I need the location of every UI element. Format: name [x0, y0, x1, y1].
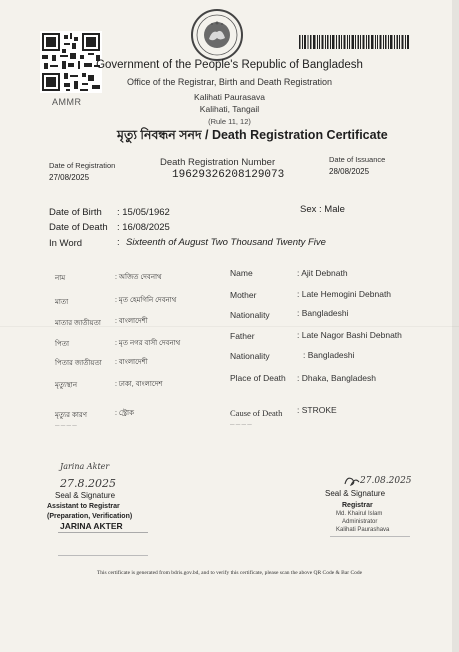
verification-footer: This certificate is generated from bdris.gov.bd, and to verify this certificate, please scan the above QR Code & Bar Code	[96, 570, 363, 576]
icd-code-placeholder: — — — —	[55, 423, 77, 428]
registration-number-label: Death Registration Number	[160, 157, 276, 168]
detail-en-value: : Dhaka, Bangladesh	[297, 373, 376, 383]
in-word-colon: :	[117, 237, 120, 248]
detail-bn-value: : অজিত দেবনাথ	[115, 274, 162, 281]
detail-en-value: : Late Nagor Bashi Debnath	[297, 330, 402, 340]
detail-bn-value: : স্ট্রোক	[115, 410, 134, 417]
dod-value: : 16/08/2025	[117, 222, 170, 233]
detail-bn-value: : ঢাকা, বাংলাদেশ	[115, 381, 163, 388]
detail-en-label: Place of Death	[230, 373, 286, 383]
assistant-signature: Jarina Akter	[60, 462, 110, 471]
office-heading: Office of the Registrar, Birth and Death Registration	[127, 77, 332, 87]
assistant-title: Assistant to Registrar	[47, 503, 120, 510]
detail-bn-label: পিতা	[55, 341, 70, 348]
government-heading: Government of the People's Republic of Bangladesh	[96, 59, 363, 71]
registration-number-value: 19629326208129073	[172, 169, 285, 181]
dod-label: Date of Death	[49, 222, 108, 233]
detail-en-label: Mother	[230, 290, 257, 300]
detail-en-value: : Bangladeshi	[297, 308, 349, 318]
registration-date-label: Date of Registration	[49, 161, 116, 170]
page-edge-shadow	[452, 0, 459, 652]
detail-en-value: : Ajit Debnath	[297, 268, 348, 278]
detail-bn-label: মৃত্যুর কারণ	[55, 412, 87, 419]
assistant-signature-date: 27.8.2025	[60, 477, 116, 490]
detail-en-label: Cause of Death	[230, 408, 283, 418]
detail-en-value: : Late Hemogini Debnath	[297, 289, 392, 299]
detail-en-value: : Bangladeshi	[303, 350, 355, 360]
detail-bn-value: : বাংলাদেশী	[115, 359, 148, 366]
detail-en-label: Nationality	[230, 310, 270, 320]
assistant-stamp	[58, 532, 148, 556]
in-word-label: In Word	[49, 238, 83, 249]
detail-bn-value: : মৃত নগর বাসী দেবনাথ	[115, 340, 181, 347]
detail-en-value: : STROKE	[297, 405, 337, 415]
detail-en-label: Father	[230, 331, 255, 341]
assistant-name: JARINA AKTER	[60, 521, 123, 531]
registrar-signature	[343, 474, 361, 488]
issuance-date-value: 28/08/2025	[329, 167, 370, 176]
detail-en-label: Nationality	[230, 351, 270, 361]
assistant-subtitle: (Preparation, Verification)	[47, 513, 133, 520]
issuance-date-label: Date of Issuance	[329, 155, 386, 164]
registrar-name: Md. Khairul Islam	[336, 511, 383, 517]
certificate-title: মৃত্যু নিবন্ধন সনদ / Death Registration Certificate	[117, 128, 388, 142]
registrar-role: Administrator	[342, 519, 378, 525]
dob-value: : 15/05/1962	[117, 207, 170, 218]
dob-label: Date of Birth	[49, 207, 102, 218]
qr-caption: AMMR	[52, 97, 82, 107]
registration-date-value: 27/08/2025	[49, 173, 90, 182]
registrar-title: Registrar	[342, 502, 373, 509]
registrar-stamp	[330, 536, 410, 555]
detail-bn-label: নাম	[55, 275, 66, 282]
detail-bn-label: পিতার জাতীয়তা	[55, 360, 102, 367]
barcode	[299, 35, 409, 49]
icd-code-placeholder: — — — —	[230, 422, 252, 427]
registrar-office: Kalihati Paurashava	[336, 527, 390, 533]
detail-bn-label: মৃত্যুস্থান	[55, 382, 78, 389]
government-seal-icon	[190, 8, 244, 62]
right-seal-label: Seal & Signature	[325, 489, 386, 498]
registrar-signature-date: 27.08.2025	[360, 476, 412, 486]
detail-bn-value: : বাংলাদেশী	[115, 318, 148, 325]
upazila-name: Kalihati, Tangail	[199, 104, 260, 114]
detail-bn-label: মাতার জাতীয়তা	[55, 320, 101, 327]
detail-bn-value: : মৃত হেমগিনি দেবনাথ	[115, 297, 177, 304]
sex-value: Sex : Male	[300, 204, 345, 215]
paurashava-name: Kalihati Paurasava	[194, 92, 265, 102]
detail-en-label: Name	[230, 268, 253, 278]
left-seal-label: Seal & Signature	[55, 491, 116, 500]
detail-bn-label: মাতা	[55, 299, 69, 306]
rule-reference: (Rule 11, 12)	[208, 117, 251, 126]
in-word-value: Sixteenth of August Two Thousand Twenty Five	[126, 237, 326, 248]
